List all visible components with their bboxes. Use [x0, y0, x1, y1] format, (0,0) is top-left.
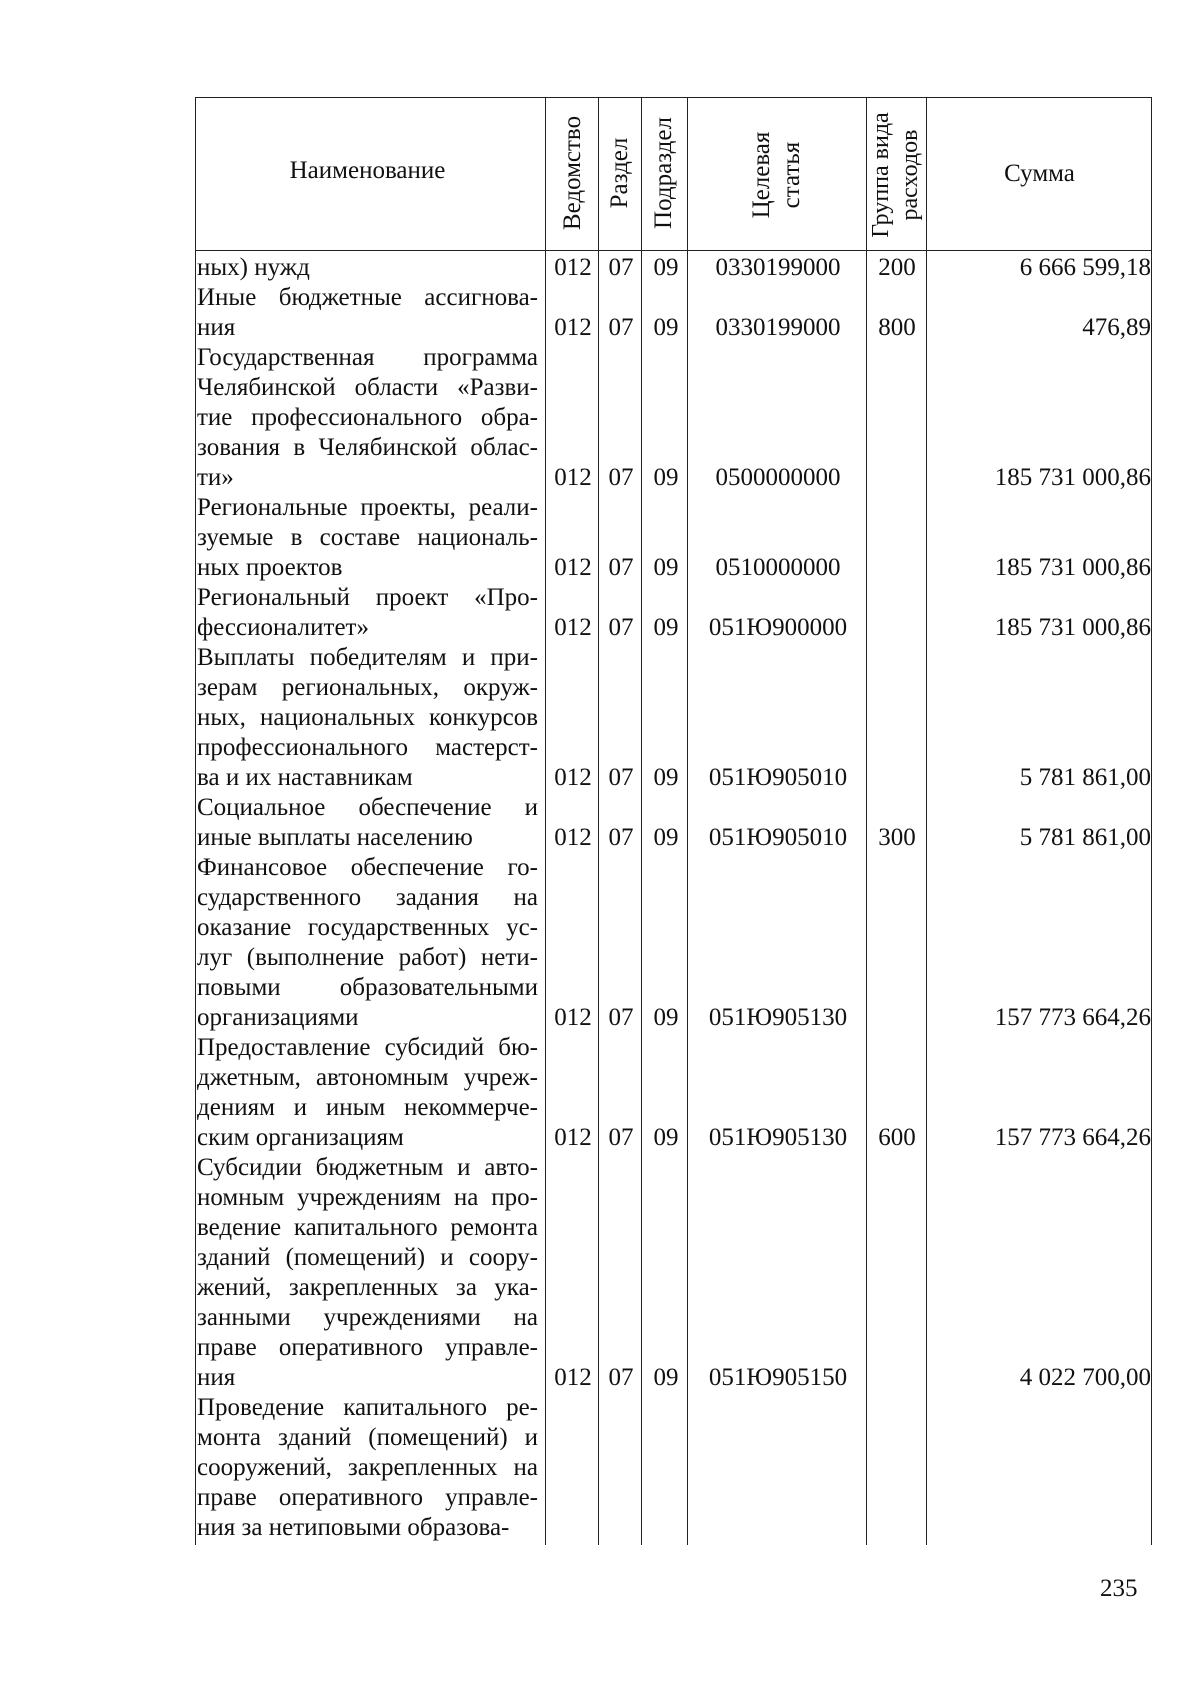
row-name-line: ния: [197, 314, 236, 341]
row-razdel: 07: [608, 1364, 634, 1391]
row-name-line: джетным, автономным учреж-: [197, 1064, 538, 1091]
row-name-line: сооружений, закрепленных на: [197, 1454, 538, 1481]
header-summa: Сумма: [1004, 160, 1075, 187]
row-name-line: зерам региональных, окруж-: [197, 674, 538, 701]
row-name: [197, 283, 538, 343]
row-celevaya: 051Ю905010: [708, 824, 848, 851]
row-summa: 4 022 700,00: [1019, 1364, 1151, 1391]
row-podrazdel: 09: [653, 824, 679, 851]
row-name: [197, 343, 538, 493]
row-name-line: повыми образовательными: [197, 974, 538, 1001]
row-name: [197, 1033, 538, 1153]
row-razdel: 07: [608, 464, 634, 491]
row-name-line: Региональный проект «Про-: [197, 584, 538, 611]
row-summa: 185 731 000,86: [994, 554, 1151, 581]
table-top-rule: [195, 97, 1152, 98]
row-summa: 6 666 599,18: [1019, 254, 1151, 281]
row-name-line: ных проектов: [197, 554, 343, 581]
col-rule-raz: [598, 97, 599, 1545]
row-celevaya: 051Ю905130: [708, 1004, 848, 1031]
row-gruppa: 600: [878, 1124, 916, 1151]
row-vedomstvo: 012: [554, 554, 592, 581]
row-razdel: 07: [608, 614, 634, 641]
row-name-line: Челябинской области «Разви-: [197, 374, 538, 401]
row-vedomstvo: 012: [554, 1124, 592, 1151]
row-summa: 185 731 000,86: [994, 614, 1151, 641]
row-name-line: Финансовое обеспечение го-: [197, 854, 538, 881]
row-name: [197, 793, 538, 853]
row-name-line: жений, закрепленных за ука-: [197, 1274, 538, 1301]
row-name-line: Иные бюджетные ассигнова-: [197, 284, 538, 311]
row-vedomstvo: 012: [554, 764, 592, 791]
row-vedomstvo: 012: [554, 1004, 592, 1031]
row-podrazdel: 09: [653, 764, 679, 791]
row-podrazdel: 09: [653, 254, 679, 281]
header-vedomstvo: Ведомство: [559, 115, 586, 231]
row-summa: 5 781 861,00: [1019, 764, 1151, 791]
row-celevaya: 0510000000: [715, 554, 841, 581]
row-summa: 157 773 664,26: [994, 1124, 1151, 1151]
header-celevaya: [747, 115, 807, 235]
row-name-line: Выплаты победителям и при-: [197, 644, 538, 671]
row-name-line: номным учреждениям на про-: [197, 1184, 538, 1211]
header-gruppa: [867, 105, 925, 245]
row-vedomstvo: 012: [554, 254, 592, 281]
col-rule-ved: [545, 97, 546, 1545]
row-summa: 185 731 000,86: [994, 464, 1151, 491]
row-name-line: тие профессионального обра-: [197, 404, 538, 431]
row-gruppa: 800: [878, 314, 916, 341]
row-name: [197, 643, 538, 793]
row-celevaya: 0500000000: [715, 464, 841, 491]
row-name-line: зования в Челябинской облас-: [197, 434, 538, 461]
row-podrazdel: 09: [653, 1124, 679, 1151]
row-name-line: ния за нетиповыми образова-: [197, 1514, 510, 1541]
row-name-line: организациями: [197, 1004, 359, 1031]
row-gruppa: 200: [878, 254, 916, 281]
row-celevaya: 051Ю900000: [708, 614, 848, 641]
row-name-line: оказание государственных ус-: [197, 914, 538, 941]
row-name-line: Предоставление субсидий бю-: [197, 1034, 538, 1061]
row-gruppa: 300: [878, 824, 916, 851]
row-celevaya: 0330199000: [715, 254, 841, 281]
row-name-line: ским организациям: [197, 1124, 404, 1151]
row-podrazdel: 09: [653, 314, 679, 341]
col-rule-right: [1151, 97, 1152, 1545]
row-vedomstvo: 012: [554, 824, 592, 851]
row-name-line: ва и их наставникам: [197, 764, 413, 791]
row-name-line: праве оперативного управле-: [197, 1484, 538, 1511]
row-name-line: ния: [197, 1364, 236, 1391]
row-summa: 157 773 664,26: [994, 1004, 1151, 1031]
row-vedomstvo: 012: [554, 464, 592, 491]
header-podrazdel: Подраздел: [650, 117, 677, 229]
col-rule-left: [195, 97, 196, 1545]
row-name: [197, 1393, 538, 1543]
row-name-line: монта зданий (помещений) и: [197, 1424, 538, 1451]
row-name-line: зуемые в составе националь-: [197, 524, 538, 551]
row-razdel: 07: [608, 1004, 634, 1031]
header-gruppa-line1: Группа вида: [868, 112, 894, 238]
row-vedomstvo: 012: [554, 1364, 592, 1391]
row-name-line: ведение капитального ремонта: [197, 1214, 538, 1241]
row-summa: 5 781 861,00: [1019, 824, 1151, 851]
row-name-line: фессионалитет»: [197, 614, 369, 641]
row-name-line: Региональные проекты, реали-: [197, 494, 538, 521]
header-razdel: Раздел: [606, 137, 633, 209]
row-name-line: Социальное обеспечение и: [197, 794, 538, 821]
header-gruppa-line2: расходов: [897, 129, 923, 221]
row-name-line: луг (выполнение работ) нети-: [197, 944, 538, 971]
row-celevaya: 0330199000: [715, 314, 841, 341]
row-podrazdel: 09: [653, 1004, 679, 1031]
row-name: [197, 853, 538, 1033]
row-celevaya: 051Ю905150: [708, 1364, 848, 1391]
page-number: 235: [1100, 1575, 1138, 1602]
row-name-line: сударственного задания на: [197, 884, 538, 911]
row-name-line: Субсидии бюджетным и авто-: [197, 1154, 538, 1181]
row-name-line: занными учреждениями на: [197, 1304, 538, 1331]
row-name-line: Проведение капитального ре-: [197, 1394, 538, 1421]
row-razdel: 07: [608, 314, 634, 341]
row-celevaya: 051Ю905130: [708, 1124, 848, 1151]
row-razdel: 07: [608, 764, 634, 791]
row-razdel: 07: [608, 554, 634, 581]
row-podrazdel: 09: [653, 614, 679, 641]
row-podrazdel: 09: [653, 554, 679, 581]
row-name-line: праве оперативного управле-: [197, 1334, 538, 1361]
header-celevaya-line1: Целевая: [748, 131, 775, 219]
row-name: [197, 493, 538, 583]
row-razdel: 07: [608, 254, 634, 281]
row-razdel: 07: [608, 1124, 634, 1151]
col-rule-sum: [926, 97, 927, 1545]
row-name: [197, 253, 538, 283]
table-header-rule: [195, 250, 1152, 251]
row-podrazdel: 09: [653, 464, 679, 491]
header-celevaya-line2: статья: [778, 141, 805, 209]
row-name: [197, 583, 538, 643]
row-celevaya: 051Ю905010: [708, 764, 848, 791]
row-name-line: ных, национальных конкурсов: [197, 704, 538, 731]
row-vedomstvo: 012: [554, 614, 592, 641]
row-name-line: иные выплаты населению: [197, 824, 473, 851]
row-name-line: ных) нужд: [197, 254, 310, 281]
row-name-line: ти»: [197, 464, 234, 491]
row-summa: 476,89: [1082, 314, 1151, 341]
row-name: [197, 1153, 538, 1393]
row-name-line: профессионального мастерст-: [197, 734, 538, 761]
row-name-line: зданий (помещений) и соору-: [197, 1244, 538, 1271]
row-name-line: дениям и иным некоммерче-: [197, 1094, 538, 1121]
row-podrazdel: 09: [653, 1364, 679, 1391]
row-vedomstvo: 012: [554, 314, 592, 341]
row-razdel: 07: [608, 824, 634, 851]
header-name: Наименование: [289, 157, 446, 184]
row-name-line: Государственная программа: [197, 344, 538, 371]
